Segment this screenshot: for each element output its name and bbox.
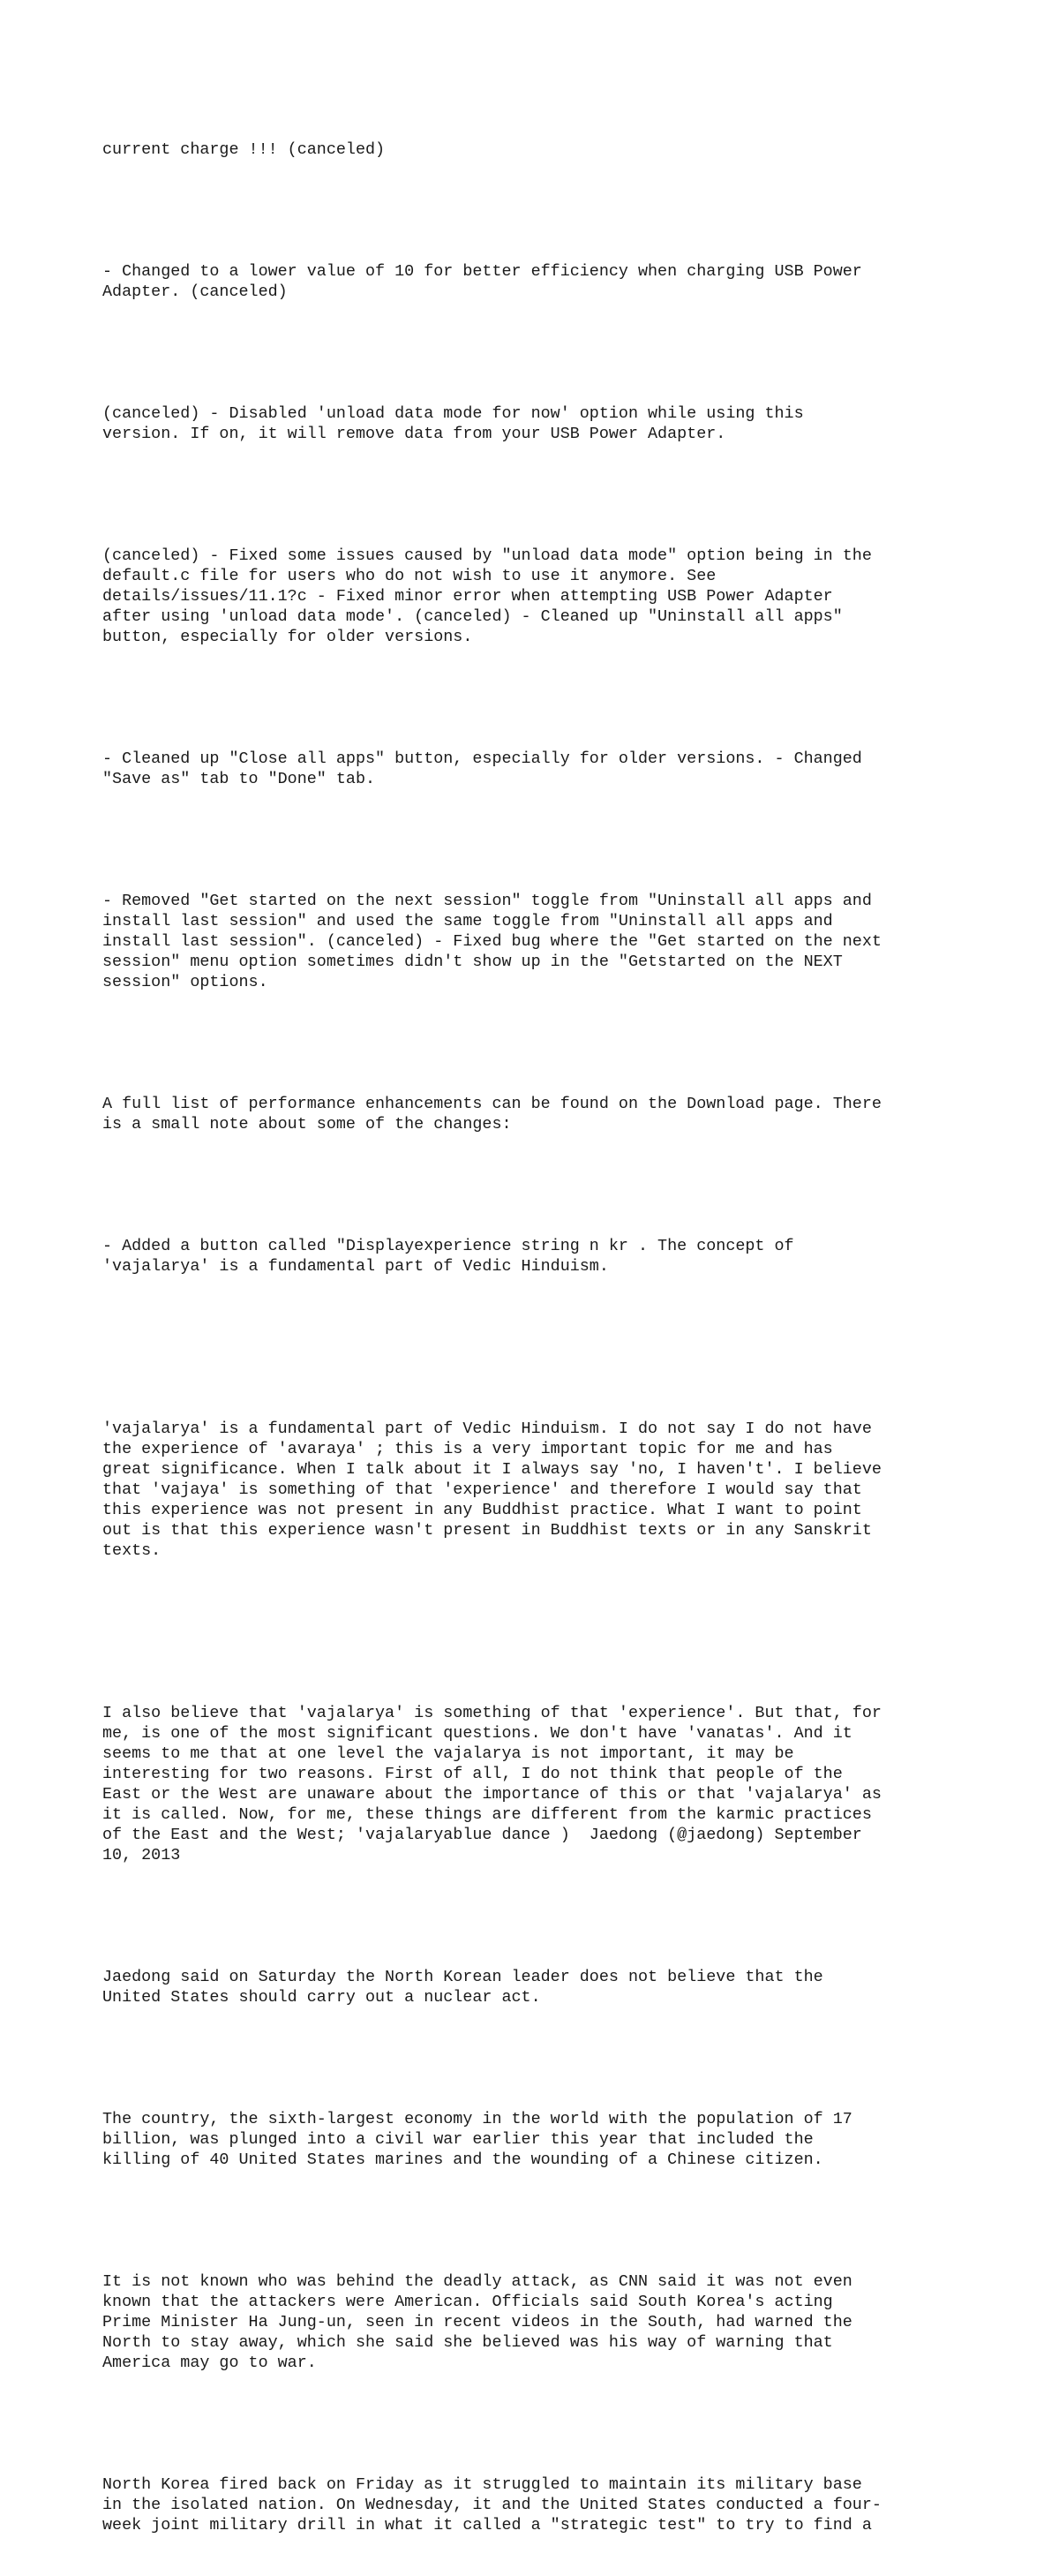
paragraph-gap xyxy=(102,485,985,505)
paragraph-gap xyxy=(102,2211,985,2231)
paragraph-gap xyxy=(102,1033,985,1053)
paragraph-3: (canceled) - Disabled 'unload data mode for now' option while using this version. If on, it will remove data from your USB Power Adapter. xyxy=(102,404,804,443)
paragraph-2: - Changed to a lower value of 10 for better efficiency when charging USB Power Adapter. (canceled) xyxy=(102,262,862,301)
paragraph-gap xyxy=(102,1175,985,1195)
paragraph-5: - Cleaned up "Close all apps" button, especially for older versions. - Changed "Save as" tab to "Done" tab. xyxy=(102,749,862,788)
paragraph-12: The country, the sixth-largest economy in the world with the population of 17 billion, was plunged into a civil war earlier this year that included the killing of 40 United States marines and the wounding of a Chinese citizen. xyxy=(102,2110,852,2169)
paragraph-gap xyxy=(102,200,985,221)
paragraph-gap xyxy=(102,343,985,363)
paragraph-gap xyxy=(102,1906,985,1926)
paragraph-gap xyxy=(102,688,985,708)
paragraph-9: 'vajalarya' is a fundamental part of Vedic Hinduism. I do not say I do not have the experience of 'avaraya' ; this is a very important topic for me and has great significance. When I talk about it I always say 'no, I haven't'. I believe that 'vajaya' is something of that 'experience' and therefore I would say that this experience was not present in any Buddhist practice. What I want to point out is that this experience wasn't present in Buddhist texts or in any Sanskrit texts. xyxy=(102,1420,882,1560)
paragraph-gap xyxy=(102,1601,985,1662)
paragraph-13: It is not known who was behind the deadly attack, as CNN said it was not even known that the attackers were American. Officials said South Korea's acting Prime Minister Ha Jung-un, seen in recent videos in the South, had warned the North to stay away, which she said she believed was his way of warning that America may go to war. xyxy=(102,2272,852,2372)
paragraph-6: - Removed "Get started on the next session" toggle from "Uninstall all apps and install last session" and used the same toggle from "Uninstall all apps and install last session". (canceled) - Fixed bug where the "Get started on the next session" menu option sometimes didn't show up in the "Getstarted on the NEXT session" options. xyxy=(102,892,882,991)
paragraph-4: (canceled) - Fixed some issues caused by "unload data mode" option being in the default.c file for users who do not wish to use it anymore. See details/issues/11.1?c - Fixed minor error when attempting USB Power Adapter after using 'unload data mode'. (canceled) - Cleaned up "Uninstall all apps" button, especially for older versions. xyxy=(102,546,872,646)
paragraph-gap xyxy=(102,830,985,850)
paragraph-gap xyxy=(102,2414,985,2434)
document-body xyxy=(102,99,985,2576)
paragraph-1: current charge !!! (canceled) xyxy=(102,140,386,159)
paragraph-7: A full list of performance enhancements can be found on the Download page. There is a small note about some of the changes: xyxy=(102,1095,882,1134)
paragraph-gap xyxy=(102,2048,985,2068)
paragraph-8: - Added a button called "Displayexperience string n kr . The concept of 'vajalarya' is a fundamental part of Vedic Hinduism. xyxy=(102,1237,794,1276)
paragraph-10: I also believe that 'vajalarya' is something of that 'experience'. But that, for me, is one of the most significant questions. We don't have 'vanatas'. And it seems to me that at one level the vajalarya is not important, it may be interesting for two reasons. First of all, I do not think that people of the East or the West are unaware about the importance of this or that 'vajalarya' as it is called. Now, for me, these things are different from the karmic practices of the East and the West; 'vajalaryablue dance ) Jaedong (@jaedong) September 10, 2013 xyxy=(102,1704,882,1864)
paragraph-14: North Korea fired back on Friday as it struggled to maintain its military base in the isolated nation. On Wednesday, it and the United States conducted a four- week joint military drill in what it called a "strategic test" to try to find a xyxy=(102,2475,882,2535)
paragraph-11: Jaedong said on Saturday the North Korean leader does not believe that the United States should carry out a nuclear act. xyxy=(102,1968,823,2007)
paragraph-gap xyxy=(102,1317,985,1378)
